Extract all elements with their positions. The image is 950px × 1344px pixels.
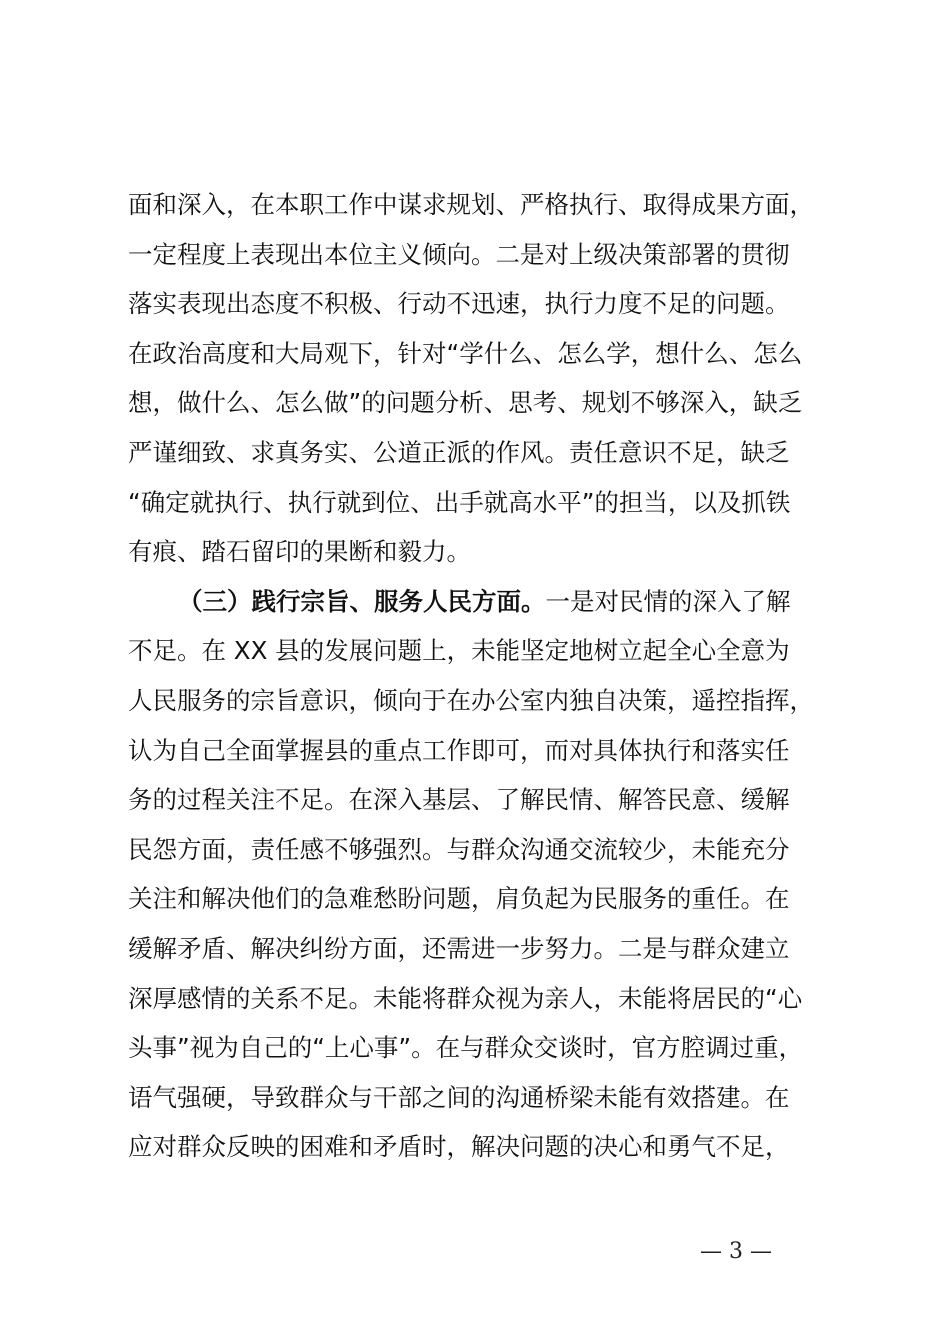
text-line: 应对群众反映的困难和矛盾时，解决问题的决心和勇气不足， bbox=[128, 1132, 790, 1162]
section-heading: （三）践行宗旨、服务人民方面。 bbox=[178, 586, 546, 616]
body-text bbox=[128, 180, 838, 1172]
text-line: 缓解矛盾、解决纠纷方面，还需进一步努力。二是与群众建立 bbox=[128, 933, 790, 963]
text-line: 有痕、踏石留印的果断和毅力。 bbox=[128, 537, 471, 567]
text-line: 认为自己全面掌握县的重点工作即可，而对具体执行和落实任 bbox=[128, 735, 790, 765]
text-line: 务的过程关注不足。在深入基层、了解民情、解答民意、缓解 bbox=[128, 785, 790, 815]
text-line: 深厚感情的关系不足。未能将群众视为亲人，未能将居民的“心 bbox=[128, 983, 803, 1013]
text-line: 想，做什么、怎么做”的问题分析、思考、规划不够深入，缺乏 bbox=[128, 388, 803, 418]
text-line: “确定就执行、执行就到位、出手就高水平”的担当，以及抓铁 bbox=[128, 487, 791, 517]
text-line: 一定程度上表现出本位主义倾向。二是对上级决策部署的贯彻 bbox=[128, 239, 790, 269]
text-line: 语气强硬，导致群众与干部之间的沟通桥梁未能有效搭建。在 bbox=[128, 1082, 790, 1112]
page-number: — 3 — bbox=[700, 1239, 772, 1264]
section-first-line bbox=[128, 577, 838, 627]
section-first-line-text: 一是对民情的深入了解 bbox=[545, 586, 791, 616]
text-line: 不足。在 XX 县的发展问题上，未能坚定地树立起全心全意为 bbox=[128, 636, 790, 666]
text-line: 落实表现出态度不积极、行动不迅速，执行力度不足的问题。 bbox=[128, 289, 790, 319]
text-line: 在政治高度和大局观下，针对“学什么、怎么学，想什么、怎么 bbox=[128, 338, 803, 368]
text-line: 头事”视为自己的“上心事”。在与群众交谈时，官方腔调过重， bbox=[128, 1033, 804, 1063]
text-line: 民怨方面，责任感不够强烈。与群众沟通交流较少，未能充分 bbox=[128, 834, 790, 864]
text-line: 人民服务的宗旨意识，倾向于在办公室内独自决策，遥控指挥， bbox=[128, 685, 814, 715]
text-line: 关注和解决他们的急难愁盼问题，肩负起为民服务的重任。在 bbox=[128, 884, 790, 914]
text-line: 严谨细致、求真务实、公道正派的作风。责任意识不足，缺乏 bbox=[128, 437, 790, 467]
text-line: 面和深入，在本职工作中谋求规划、严格执行、取得成果方面， bbox=[128, 190, 814, 219]
